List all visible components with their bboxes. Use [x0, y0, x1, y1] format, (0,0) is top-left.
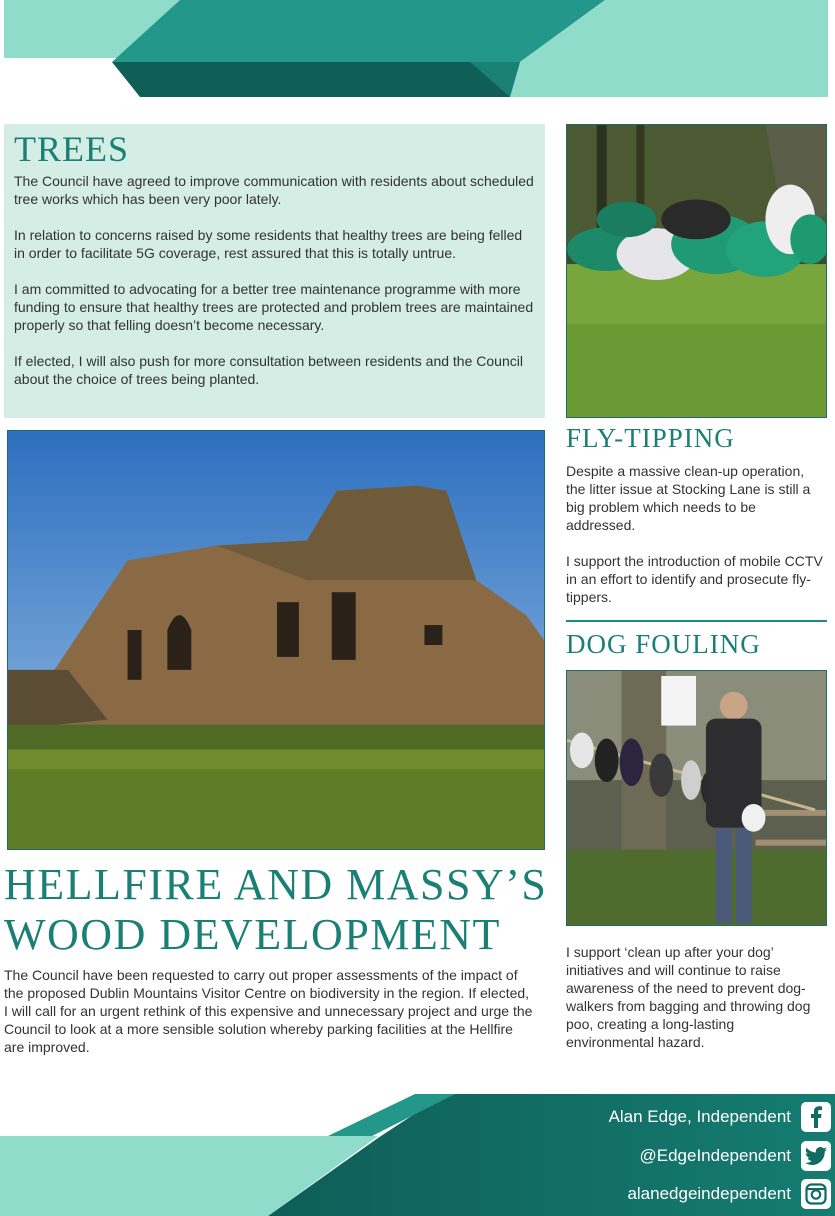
- trees-heading: TREES: [14, 129, 130, 169]
- twitter-handle: @EdgeIndependent: [639, 1146, 791, 1165]
- hellfire-body: The Council have been requested to carry out proper assessments of the impact of the proposed Dublin Mountains Visitor Centre on biodiversity in the region. If elected, I will call for an urgent rethink of this expensive and unnecessary project and urge the Council to look at a more sensible solution whereby parking facilities at the Hellfire are improved.: [4, 967, 533, 1055]
- hellfire-heading-line-2: WOOD DEVELOPMENT: [4, 910, 501, 959]
- dog-fouling-body: I support ‘clean up after your dog’ initiatives and will continue to raise awareness of the need to prevent dog-walkers from bagging and throwing dog poo, creating a long-lasting environmental hazard.: [566, 944, 811, 1050]
- fly-tipping-paragraph-1: Despite a massive clean-up operation, the litter issue at Stocking Lane is still a big problem which needs to be addressed.: [566, 463, 811, 533]
- trees-body: [14, 172, 534, 388]
- trees-paragraph-2: In relation to concerns raised by some residents that healthy trees are being felled in order to facilitate 5G coverage, rest assured that this is totally untrue.: [14, 227, 523, 261]
- trees-paragraph-1: The Council have agreed to improve communication with residents about scheduled tree works which has been very poor lately.: [14, 173, 534, 207]
- fly-tipping-body: [566, 462, 824, 606]
- fly-tipping-photo: [566, 124, 827, 418]
- dog-fouling-photo: [566, 670, 827, 926]
- trees-paragraph-4: If elected, I will also push for more consultation between residents and the Council about the choice of trees being planted.: [14, 353, 523, 387]
- dog-fouling-heading: DOG FOULING: [566, 629, 761, 659]
- hellfire-heading: [4, 860, 547, 960]
- footer-facebook-row: [609, 1100, 831, 1134]
- hellfire-heading-line-1: HELLFIRE AND MASSY’S: [4, 860, 548, 909]
- section-divider: [566, 620, 827, 622]
- footer-instagram-row: [627, 1177, 831, 1211]
- instagram-icon[interactable]: [801, 1179, 831, 1209]
- fly-tipping-paragraph-2: I support the introduction of mobile CCTV in an effort to identify and prosecute fly-tippers.: [566, 553, 823, 605]
- twitter-icon[interactable]: [801, 1141, 831, 1171]
- hellfire-photo: [7, 430, 545, 850]
- trees-paragraph-3: I am committed to advocating for a better tree maintenance programme with more funding to ensure that healthy trees are protected and problem trees are maintained properly so that felling doesn’t become necessary.: [14, 281, 534, 333]
- instagram-handle: alanedgeindependent: [627, 1184, 791, 1203]
- footer-twitter-row: [640, 1139, 832, 1173]
- candidate-name: Alan Edge, Independent: [608, 1107, 791, 1126]
- facebook-icon[interactable]: [801, 1102, 831, 1132]
- header-banner: [0, 0, 835, 100]
- fly-tipping-heading: FLY-TIPPING: [566, 423, 735, 453]
